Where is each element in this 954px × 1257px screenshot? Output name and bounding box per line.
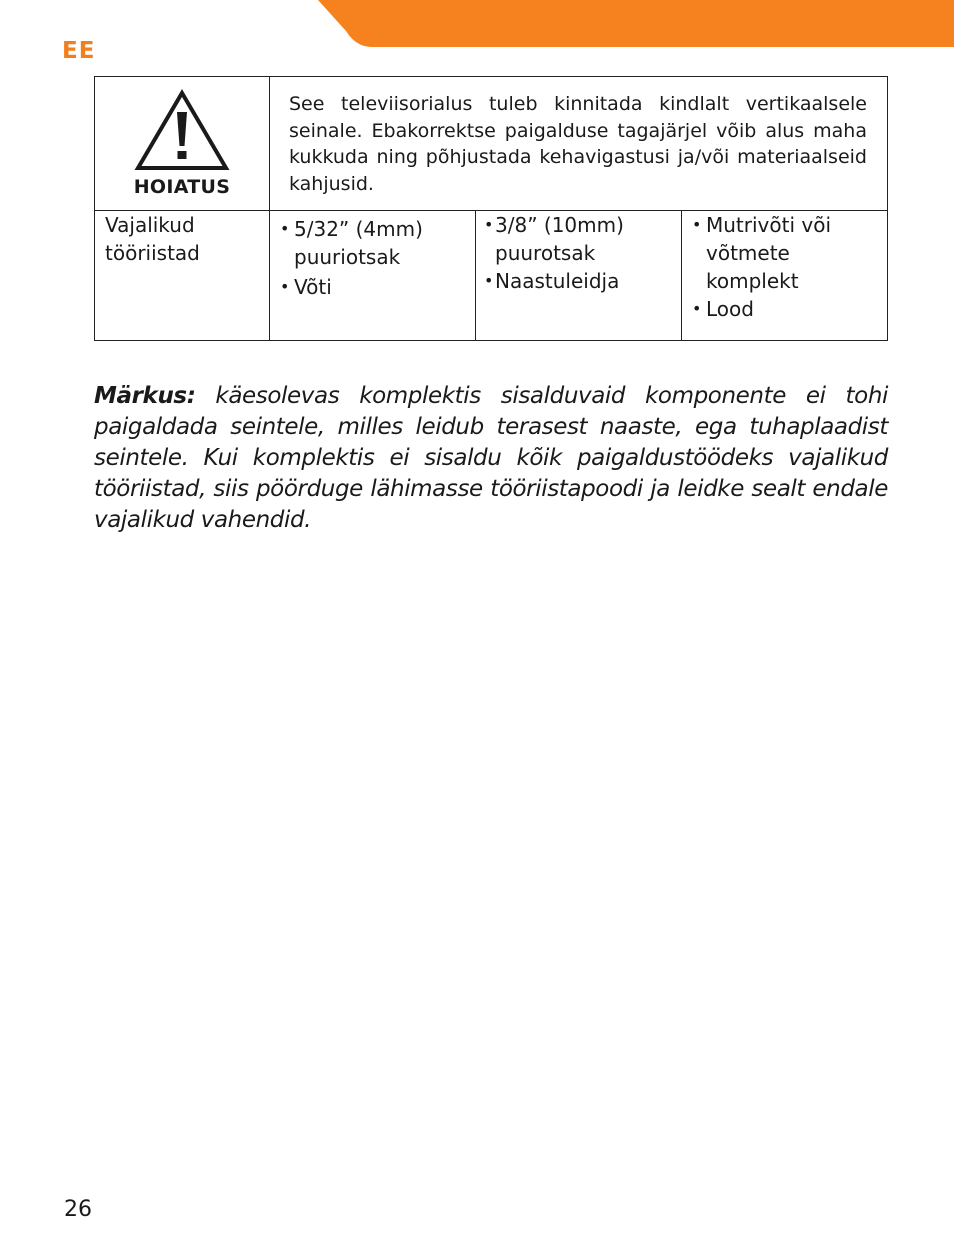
- tool-item: • Lood: [692, 297, 754, 321]
- header-orange-tab: [0, 0, 954, 50]
- warning-text: See televiisorialus tuleb kinnitada kindlalt vertikaalsele seinale. Ebakorrektse paigalduse tagajärjel võib alus maha kukkuda ning põhjustada kehavigastusi ja/või materiaalseid kahjusid.: [270, 77, 888, 211]
- warning-triangle-icon: [134, 88, 230, 172]
- note-text: käesolevas komplektis sisalduvaid komponente ei tohi paigaldada seintele, milles leidub terasest naaste, ega tuhaplaadist seintele. Kui komplektis ei sisaldu kõik paigaldustöödeks vajalikud tööriistad, siis pöörduge lähimasse tööriistapoodi ja leidke sealt endale vajalikud vahendid.: [94, 383, 888, 533]
- tool-item: • Mutrivõti või võtmete komplekt: [692, 213, 832, 293]
- warning-row: [95, 77, 888, 211]
- note-label: Märkus:: [94, 383, 196, 409]
- note-paragraph: [94, 381, 888, 536]
- tools-column-2: [476, 211, 682, 341]
- page-number: 26: [64, 1197, 92, 1222]
- language-code: EE: [62, 38, 96, 64]
- tools-label: Vajalikud tööriistad: [95, 211, 270, 341]
- tools-row: [95, 211, 888, 341]
- tools-column-1: [270, 211, 476, 341]
- tools-column-3: [682, 211, 888, 341]
- tool-item: • Võti: [280, 275, 332, 299]
- warning-table: [94, 76, 888, 341]
- warning-label: HOIATUS: [133, 176, 231, 198]
- tool-item: • Naastuleidja: [484, 269, 620, 293]
- tool-item: • 5/32” (4mm) puuriotsak: [280, 217, 423, 269]
- warning-icon-cell: [95, 77, 270, 211]
- tool-item: • 3/8” (10mm) puurotsak: [484, 213, 624, 265]
